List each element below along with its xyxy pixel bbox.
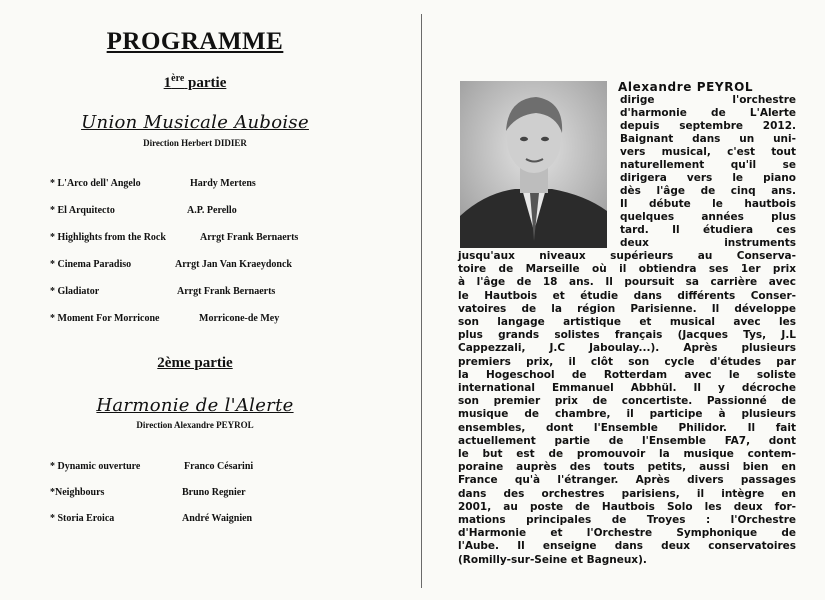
bio-line: le but est de promouvoir la musique contem- [458,448,796,460]
bio-line: actuellement partie de l'Ensemble FA7, dont [458,434,796,447]
piece-row [50,461,254,472]
bio-line: vatoires de la région Parisienne. Il développe [458,302,796,315]
piece-composer: Arrgt Frank Bernaerts [200,232,299,243]
band1-name: Union Musicale Auboise [81,112,309,133]
bio-line: le Hautbois et étudie dans différents Conser- [458,289,796,302]
piece-row [50,205,237,216]
piece-composer: Franco Césarini [184,461,254,472]
piece-title: * Cinema Paradiso [50,259,132,270]
band2-name: Harmonie de l'Alerte [96,395,294,416]
piece-title: * Moment For Morricone [50,313,160,324]
piece-title: * Highlights from the Rock [50,232,166,243]
bio-line: deux instruments [620,237,796,249]
piece-row [50,487,246,498]
bio-line: Baignant dans un uni- [620,133,796,145]
bio-line: Cappezzali, J.C Jaboulay...). Après plusieurs [458,342,796,355]
piece-row [50,513,253,524]
piece-title: * Dynamic ouverture [50,461,141,472]
bio-line: dirigera vers le piano [620,172,796,184]
bio-line: (Romilly-sur-Seine et Bagneux). [458,553,647,566]
piece-title: * L'Arco dell' Angelo [50,178,141,189]
conductor-name: Alexandre PEYROL [618,80,754,94]
bio-line: d'Harmonie et l'Orchestre Symphonique de [458,527,796,540]
piece-title: * El Arquitecto [50,205,115,216]
bio-line: musique de chambre, il participe à plusieurs [458,408,796,421]
band1-direction: Direction Herbert DIDIER [143,138,247,148]
bio-line: depuis septembre 2012. [620,120,796,132]
programme-title: PROGRAMME [106,28,284,55]
piece-composer: Bruno Regnier [182,487,246,498]
page-fold [421,14,422,588]
bio-line: premiers prix, il clôt son cycle d'études par [458,355,796,368]
piece-row [50,313,280,324]
bio-line: toire de Marseille où il obtiendra ses 1er prix [458,263,796,276]
bio-line: international Emmanuel Abbhül. Il y décroche [458,382,796,394]
bio-line: son langage artistique et musical avec les [458,316,796,328]
bio-line: France qu'à l'étranger. Après divers passages [458,474,796,487]
part1-heading: 1ère partie [163,73,227,91]
piece-row [50,286,276,297]
bio-line: d'harmonie de L'Alerte [620,107,796,119]
piece-composer: Arrgt Frank Bernaerts [177,286,276,297]
bio-line: tard. Il étudiera ces [620,224,796,236]
bio-line: à l'âge de 18 ans. Il poursuit sa carrière avec [458,276,796,289]
bio-line: quelques années plus [620,211,796,223]
bio-line: dans des orchestres parisiens, il intègre en [458,487,796,500]
piece-composer: Arrgt Jan Van Kraeydonck [175,259,292,270]
bio-line: mations principales de Troyes : l'Orchestre [458,514,796,526]
bio-line: plus grands solistes français (Jacques Tys, J.L [458,329,796,342]
piece-title: * Gladiator [50,286,100,297]
bio-line: vers musical, c'est tout [620,146,796,158]
bio-line: ensembles, dont l'Ensemble Philidor. Il fait [458,421,796,434]
bio-line: l'Aube. Il enseigne dans deux conservatoires [458,540,796,553]
bio-line: 2001, au poste de Hautbois Solo les deux for- [458,500,796,513]
bio-line: dès l'âge de cinq ans. [620,185,796,197]
bio-line: naturellement qu'il se [620,159,796,171]
piece-title: *Neighbours [50,487,105,498]
piece-row [50,232,299,243]
piece-composer: André Waignien [182,513,253,524]
piece-row [50,259,292,270]
conductor-photo [460,81,607,248]
band2-direction: Direction Alexandre PEYROL [136,420,254,430]
bio-line: Il débute le hautbois [620,198,796,210]
piece-row [50,178,256,189]
bio-line: jusqu'aux niveaux supérieurs au Conserva- [458,250,796,262]
part2-heading: 2ème partie [157,355,233,371]
piece-composer: Hardy Mertens [190,178,256,189]
bio-line: la Hogeschool de Rotterdam avec le soliste [458,368,796,381]
bio-line: dirige l'orchestre [620,94,796,106]
programme-page [0,0,412,600]
bio-line: poraine auprès des touts petits, aussi bien en [458,461,796,474]
piece-composer: Morricone-de Mey [199,313,280,324]
piece-composer: A.P. Perello [187,205,237,216]
piece-title: * Storia Eroica [50,513,115,524]
bio-line: son premier prix de concertiste. Passionné de [458,395,796,408]
